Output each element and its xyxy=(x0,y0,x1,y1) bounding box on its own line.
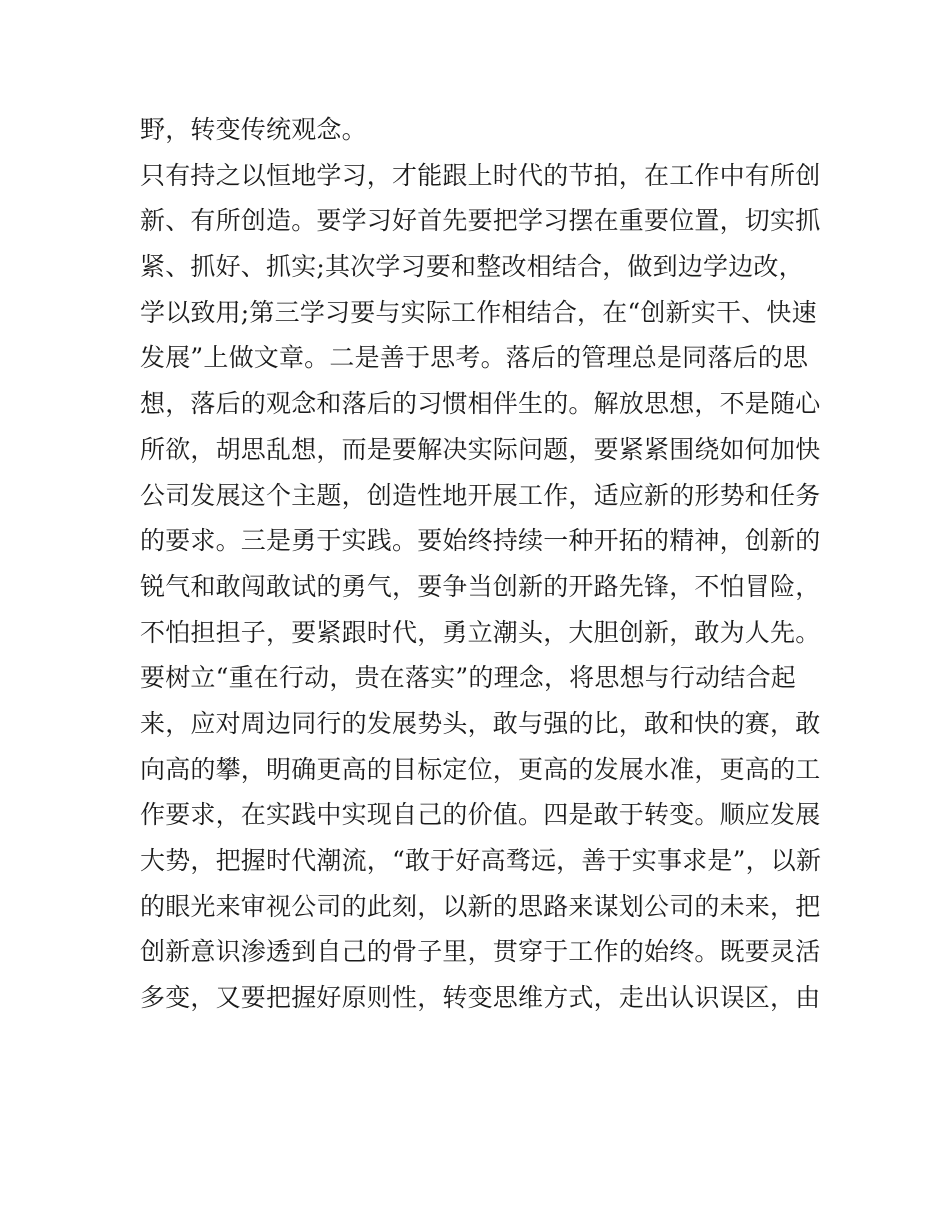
text-line: 的要求。三是勇于实践。要始终持续一种开拓的精神，创新的 xyxy=(140,526,821,556)
text-line: 所欲，胡思乱想，而是要解决实际问题，要紧紧围绕如何加快 xyxy=(140,434,821,464)
text-line: 野，转变传统观念。 xyxy=(140,115,367,144)
text-line: 不怕担担子，要紧跟时代，勇立潮头，大胆创新，敢为人先。 xyxy=(140,617,821,647)
text-line: 紧、抓好、抓实;其次学习要和整改相结合，做到边学边改， xyxy=(140,252,804,282)
body-text xyxy=(140,107,820,1021)
text-line: 想，落后的观念和落后的习惯相伴生的。解放思想，不是随心 xyxy=(140,389,821,419)
text-line: 多变，又要把握好原则性，转变思维方式，走出认识误区，由 xyxy=(140,983,821,1013)
text-line: 只有持之以恒地学习，才能跟上时代的节拍，在工作中有所创 xyxy=(140,160,821,190)
text-line: 新、有所创造。要学习好首先要把学习摆在重要位置，切实抓 xyxy=(140,206,821,236)
text-line: 作要求，在实践中实现自己的价值。四是敢于转变。顺应发展 xyxy=(140,800,821,830)
text-line: 来，应对周边同行的发展势头，敢与强的比，敢和快的赛，敢 xyxy=(140,708,821,738)
text-line: 锐气和敢闯敢试的勇气，要争当创新的开路先锋，不怕冒险， xyxy=(140,571,821,601)
text-line: 公司发展这个主题，创造性地开展工作，适应新的形势和任务 xyxy=(140,480,821,510)
text-line: 学以致用;第三学习要与实际工作相结合，在“创新实干、快速 xyxy=(140,297,817,327)
text-line: 的眼光来审视公司的此刻，以新的思路来谋划公司的未来，把 xyxy=(140,891,821,921)
text-line: 发展”上做文章。二是善于思考。落后的管理总是同落后的思 xyxy=(140,343,809,373)
text-line: 大势，把握时代潮流，“敢于好高骛远，善于实事求是”，以新 xyxy=(140,846,822,875)
text-line: 创新意识渗透到自己的骨子里，贯穿于工作的始终。既要灵活 xyxy=(140,937,821,967)
text-line: 要树立“重在行动，贵在落实”的理念，将思想与行动结合起 xyxy=(140,663,796,693)
text-line: 向高的攀，明确更高的目标定位，更高的发展水准，更高的工 xyxy=(140,754,821,784)
